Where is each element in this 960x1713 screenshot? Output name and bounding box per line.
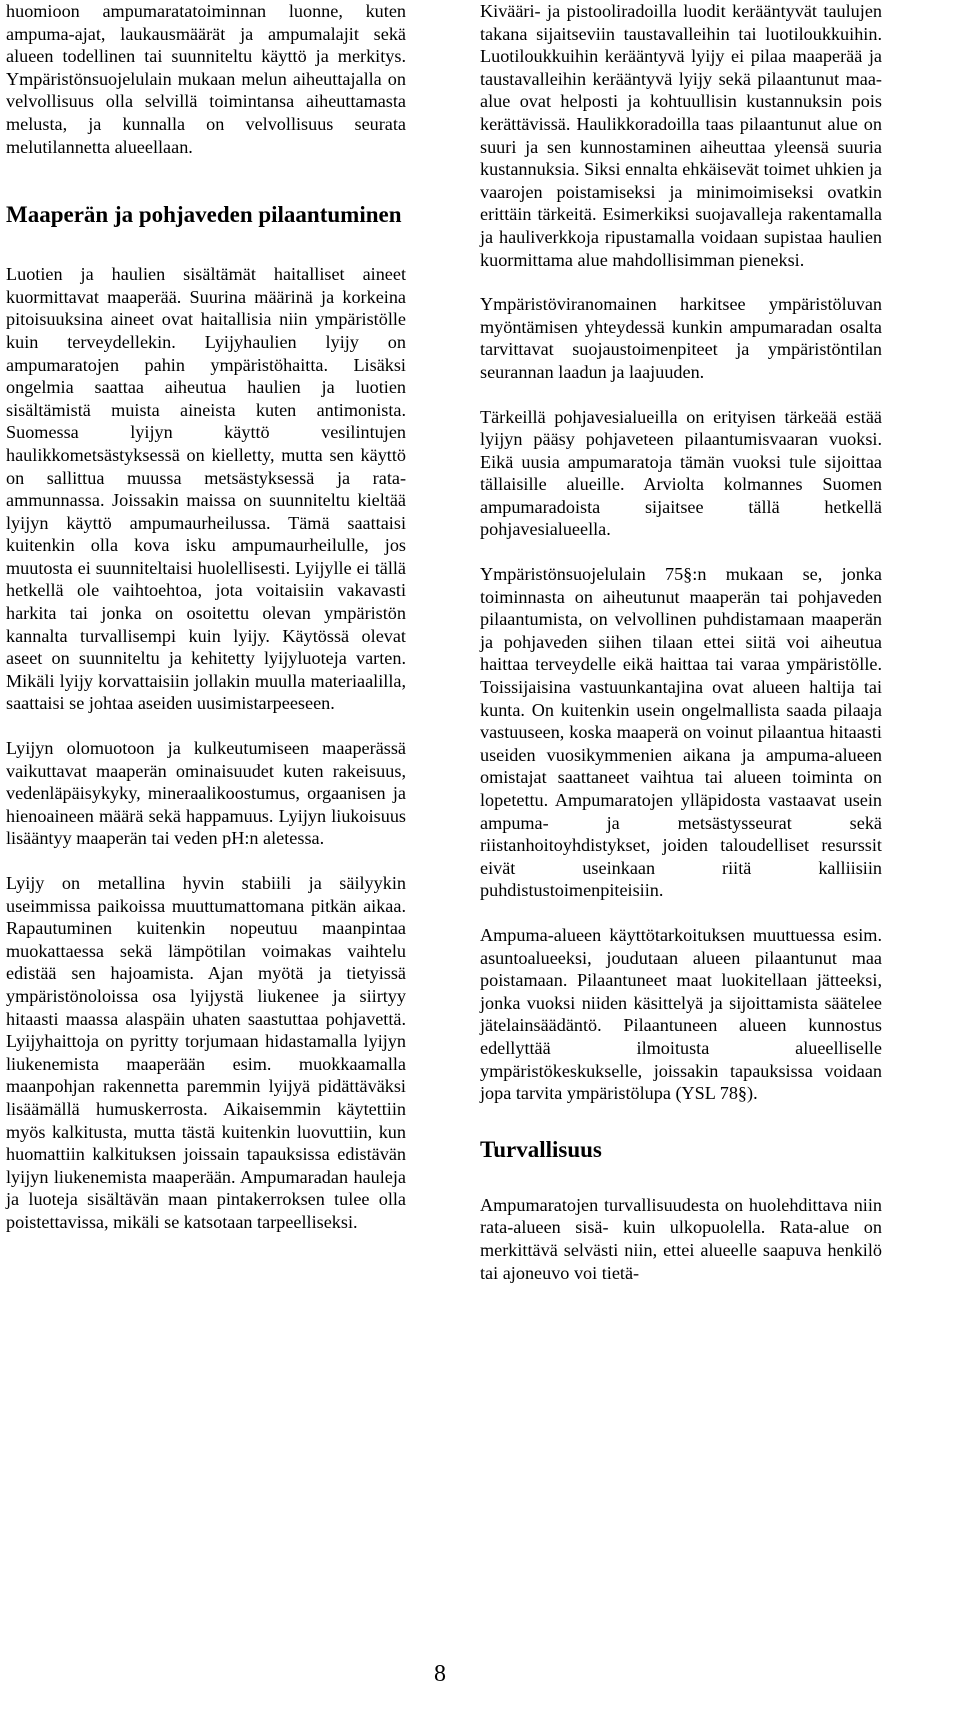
right-column	[480, 0, 882, 1284]
page-number: 8	[434, 1661, 446, 1687]
paragraph-lead-stability: Lyijy on metallina hyvin stabiili ja säilyykin useimmissa paikoissa muuttumattomana pitkän aikaa. Rapautuminen kuitenkin nopeutuu maanpintaa muokattaessa sekä lämpötilan voimakas vaihtelu edistää sen hajoamista. Ajan myötä ja tietyissä ympäristönoloissa osa lyijystä liukenee ja siirtyy hitaasti maassa alaspäin uhaten saastuttaa pohjavettä. Lyijyhaittoja on pyritty torjumaan hidastamalla lyijyn liukenemista maaperään esim. muokkaamalla maanpohjan rakennetta paremmin lyijyä pidättäväksi lisäämällä humuskerrosta. Aikaisemmin käytettiin myös kalkitusta, mutta tästä kuitenkin luovuttiin, kun huomattiin kalkituksen joissain tapauksissa edistävän lyijyn liukenemista maaperään. Ampumaradan hauleja ja luoteja sisältävän maan pintakerroksen tulee olla poistettavissa, mikäli se katsotaan tarpeelliseksi.	[6, 873, 406, 1232]
paragraph-groundwater-areas: Tärkeillä pohjavesialueilla on erityisen tärkeää estää lyijyn pääsy pohjaveteen pilaantumisvaaran vuoksi. Eikä uusia ampumaratoja tämän vuoksi tule sijoittaa tällaisille alueille. Arviolta kolmannes Suomen ampumaradoista sijaitsee tällä hetkellä pohjavesialueella.	[480, 406, 882, 540]
paragraph-environmental-authority: Ympäristöviranomainen harkitsee ympäristöluvan myöntämisen yhteydessä kunkin ampumaradan osalta tarvittavat suojaustoimenpiteet ja ympäristöntilan seurannan laadun ja laajuuden.	[480, 294, 882, 382]
left-column	[6, 0, 406, 1234]
section-heading-soil-groundwater: Maaperän ja pohjaveden pilaantuminen	[6, 202, 402, 228]
paragraph-pollutants: Luotien ja haulien sisältämät haitalliset aineet kuormittavat maaperää. Suurina määrinä ja korkeina pitoisuuksina aineet ovat haitallisia niin ympäristölle kuin terveydellekin. Lyijyhaulien lyijy on ampumaratojen pahin ympäristöhaitta. Lisäksi ongelmia saattaa aiheutua haulien ja luotien sisältämistä muista aineista kuten antimonista. Suomessa lyijyn käyttö vesilintujen haulikkometsästyksessä on kielletty, mutta sen käyttö on sallittua muussa metsästyksessä ja rata-ammunnassa. Joissakin maissa on suunniteltu kieltää lyijyn käyttö ampumaurheilussa. Tämä saattaisi kuitenkin olla kova isku ampumaurheilulle, jos muutosta ei suunniteltaisi huolellisesti. Lyijylle ei tällä hetkellä ole vaihtoehtoa, jota voitaisiin vakavasti harkita tai jonka on osoitettu olevan ympäristön kannalta turvallisempi kuin lyijy. Käytössä olevat aseet on suunniteltu ja kehitetty lyijyluoteja varten. Mikäli lyijy korvattaisiin jollakin muulla materiaalilla, saattaisi se johtaa aseiden uusimistarpeeseen.	[6, 264, 406, 714]
section-heading-safety: Turvallisuus	[480, 1136, 602, 1162]
paragraph-lead-soil-properties: Lyijyn olomuotoon ja kulkeutumiseen maaperässä vaikuttavat maaperän ominaisuudet kuten rakeisuus, vedenläpäisykyky, mineraalikoostumus, orgaanisen ja hienoaineen määrä sekä happamuus. Lyijyn liukoisuus lisääntyy maaperän tai veden pH:n aletessa.	[6, 738, 406, 849]
paragraph-land-use-change: Ampuma-alueen käyttötarkoituksen muuttuessa esim. asuntoalueeksi, joudutaan alueen pilaantunut maa poistamaan. Pilaantuneet maat luokitellaan jätteeksi, jonka vuoksi niiden käsittelyä ja sijoittamista säätelee jätelainsäädäntö. Pilaantuneen alueen kunnostus edellyttää ilmoitusta alueelliselle ympäristökeskukselle, joissakin tapauksissa voidaan jopa tarvita ympäristölupa (YSL 78§).	[480, 924, 882, 1104]
intro-paragraph: huomioon ampumaratatoiminnan luonne, kuten ampuma-ajat, laukausmäärät ja ampumalajit sekä alueen todellinen tai suunniteltu käyttö ja merkitys. Ympäristönsuojelulain mukaan melun aiheuttajalla on velvollisuus olla selvillä toimintansa aiheuttamasta melusta, ja kunnalla on velvollisuus seurata melutilannetta alueellaan.	[6, 1, 406, 157]
paragraph-environmental-law: Ympäristönsuojelulain 75§:n mukaan se, jonka toiminnasta on aiheutunut maaperän tai pohjaveden pilaantumista, on velvollinen puhdistamaan maaperän ja pohjaveden siihen tilaan ettei siitä voi aiheutua haittaa terveydelle eikä haittaa tai varaa ympäristölle. Toissijaisina vastuunkantajina ovat alueen haltija tai kunta. On kuitenkin usein ongelmallista saada pilaaja vastuuseen, koska maaperä on voinut pilaantua hitaasti useiden vuosikymmenien aikana ja ampuma-alueen omistajat saattaneet vaihtua tai alueen toiminta on lopetettu. Ampumaratojen ylläpidosta vastaavat usein ampuma- ja metsästysseurat sekä riistanhoitoyhdistykset, joiden taloudelliset resurssit eivät useinkaan riitä kalliisiin puhdistustoimenpiteisiin.	[480, 564, 882, 901]
paragraph-safety: Ampumaratojen turvallisuudesta on huolehdittava niin rata-alueen sisä- kuin ulkopuolella. Rata-alue on merkittävä selvästi niin, ettei alueelle saapuva henkilö tai ajoneuvo voi tietä-	[480, 1194, 882, 1283]
paragraph-rifle-ranges: Kivääri- ja pistooliradoilla luodit kerääntyvät taulujen takana sijaitseviin taustavalleihin tai luotiloukkuihin. Luotiloukkuihin kerääntyvä lyijy ei pilaa maaperää ja taustavalleihin kerääntyvä lyijy sekä pilaantunut maa-alue ovat helposti ja kohtuullisin kustannuksin pois kerättävissä. Haulikkoradoilla taas pilaantunut alue on suuri ja sen kunnostaminen aiheuttaa yleensä suuria kustannuksia. Siksi ennalta ehkäisevät toimet uhkien ja vaarojen poistamiseksi ja minimoimiseksi ovatkin erittäin tärkeitä. Esimerkiksi suojavalleja rakentamalla ja hauliverkkoja ripustamalla voidaan supistaa haulien kuormittama alue mahdollisimman pieneksi.	[480, 1, 882, 270]
